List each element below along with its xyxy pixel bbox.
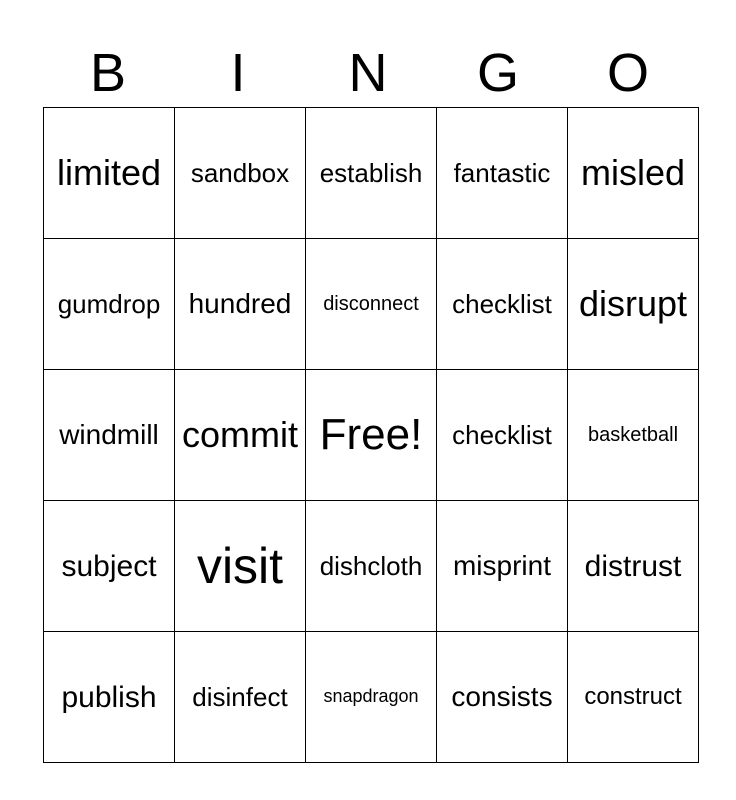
board-cell: dishcloth	[306, 501, 437, 632]
header-letter-n: N	[348, 43, 388, 103]
board-cell: fantastic	[437, 108, 568, 239]
board-cell: windmill	[44, 370, 175, 501]
board-row	[44, 108, 699, 239]
board-cell: gumdrop	[44, 239, 175, 370]
board-cell: publish	[44, 632, 175, 763]
board-cell: construct	[568, 632, 699, 763]
header-letter-b: B	[89, 43, 127, 103]
board-cell: disrupt	[568, 239, 699, 370]
board-cell: snapdragon	[306, 632, 437, 763]
header-letter-i: I	[230, 43, 246, 103]
board-cell: disconnect	[306, 239, 437, 370]
board-cell: consists	[437, 632, 568, 763]
board-cell: basketball	[568, 370, 699, 501]
board-row	[44, 239, 699, 370]
board-row	[44, 632, 699, 763]
board-cell: disinfect	[175, 632, 306, 763]
board-cell: establish	[306, 108, 437, 239]
board-cell: visit	[175, 501, 306, 632]
header-letter-o: O	[606, 43, 649, 103]
bingo-header	[43, 40, 693, 106]
bingo-board	[43, 107, 699, 763]
header-letter-g: G	[476, 43, 519, 103]
board-row	[44, 501, 699, 632]
board-cell: subject	[44, 501, 175, 632]
board-cell: distrust	[568, 501, 699, 632]
board-cell: limited	[44, 108, 175, 239]
board-row	[44, 370, 699, 501]
board-cell: hundred	[175, 239, 306, 370]
free-space-cell: Free!	[306, 370, 437, 501]
board-cell: sandbox	[175, 108, 306, 239]
board-cell: misprint	[437, 501, 568, 632]
board-cell: misled	[568, 108, 699, 239]
board-cell: commit	[175, 370, 306, 501]
board-cell: checklist	[437, 370, 568, 501]
board-cell: checklist	[437, 239, 568, 370]
